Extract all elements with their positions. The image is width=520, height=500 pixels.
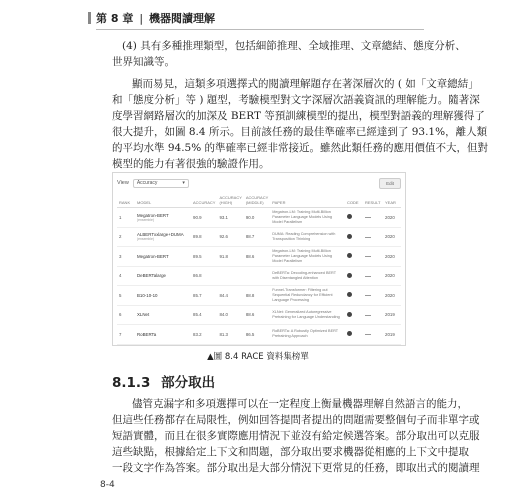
rank-cell-text: 5 (119, 292, 122, 298)
result-cell (363, 266, 383, 286)
paragraph-line: 但這些任務都存在局限性，例如回答提問者提出的問題需要整個句子而非單字或 (112, 414, 480, 426)
accuracy-cell (191, 247, 217, 267)
accuracy-cell (191, 208, 217, 228)
rank-cell (117, 247, 135, 267)
result-cell (363, 247, 383, 267)
accuracy-high-cell-text: 92.6 (219, 234, 228, 240)
paper-cell[interactable] (270, 208, 345, 228)
accuracy-middle-cell (244, 305, 270, 325)
github-icon[interactable] (347, 292, 352, 297)
rank-cell-text: 2 (119, 234, 122, 240)
accuracy-middle-cell (244, 227, 270, 247)
accuracy-cell (191, 305, 217, 325)
paragraph-line: 的平均水準 94.5% 的準確率已經非常接近。雖然此類任務的應用價值不大，但對 (112, 142, 489, 154)
year-cell-text: 2019 (385, 331, 395, 337)
header-decoration (88, 12, 91, 24)
leaderboard-figure (112, 172, 406, 346)
result-cell (363, 286, 383, 306)
year-cell (383, 305, 401, 325)
chapter-number: 第 8 章 (96, 12, 134, 25)
accuracy-middle-cell-text: 90.0 (245, 214, 255, 220)
accuracy-high-cell-text: 93.1 (219, 214, 228, 220)
paragraph-2 (112, 76, 489, 172)
paper-cell[interactable] (270, 305, 345, 325)
year-cell-text: 2020 (385, 273, 395, 279)
col-paper: PAPER (270, 193, 345, 208)
accuracy-middle-cell (244, 247, 270, 267)
paper-cell[interactable] (270, 325, 345, 345)
paper-cell[interactable] (270, 286, 345, 306)
accuracy-cell-text: 86.8 (193, 273, 202, 279)
col-accuracy-middle[interactable]: ACCURACY (MIDDLE) (244, 193, 270, 208)
paragraph-line: 一段文字作為答案。部分取出是大部分情況下更常見的任務，即取出式的閱讀理 (112, 462, 480, 474)
model-subtitle: (ensemble) (137, 217, 154, 222)
paragraph-line: 模型的能力有著很強的驗證作用。 (112, 158, 270, 170)
rank-cell (117, 266, 135, 286)
section-heading (112, 371, 215, 391)
rank-cell-text: 7 (119, 331, 122, 337)
dash-icon (365, 295, 371, 296)
table-row (117, 208, 401, 228)
rank-cell (117, 325, 135, 345)
accuracy-cell (191, 286, 217, 306)
model-cell-text: XLNet (137, 312, 150, 318)
rank-cell (117, 208, 135, 228)
github-icon[interactable] (347, 331, 352, 336)
accuracy-high-cell (217, 227, 243, 247)
paragraph-line: 世界知識等。 (112, 56, 175, 68)
accuracy-high-cell-text: 84.4 (219, 292, 228, 298)
section-number: 8.1.3 (112, 375, 151, 391)
code-cell[interactable] (345, 286, 363, 306)
accuracy-cell-text: 83.2 (193, 331, 202, 337)
model-cell[interactable] (135, 286, 191, 306)
table-header-row (117, 193, 401, 208)
rank-cell (117, 227, 135, 247)
paper-cell-text: RoBERTa: A Robustly Optimized BERT Pretraining Approach (272, 329, 339, 339)
col-result: RESULT (363, 193, 383, 208)
accuracy-high-cell (217, 266, 243, 286)
accuracy-cell-text: 89.8 (193, 234, 202, 240)
year-cell (383, 247, 401, 267)
col-accuracy-high[interactable]: ACCURACY (HIGH) (217, 193, 243, 208)
accuracy-middle-cell (244, 266, 270, 286)
model-cell[interactable] (135, 305, 191, 325)
accuracy-high-cell (217, 286, 243, 306)
accuracy-high-cell (217, 247, 243, 267)
paragraph-line: 這些缺點，根據給定上下文和問題，部分取出要求機器從相應的上下文中提取 (112, 446, 469, 458)
rank-cell-text: 6 (119, 312, 122, 318)
edit-button-label: Edit (386, 180, 394, 186)
github-icon[interactable] (347, 312, 352, 317)
paragraph-line: 度學習網路層次的加深及 BERT 等預訓練模型的提出，模型對語義的理解獲得了 (112, 110, 485, 122)
view-select[interactable] (133, 179, 189, 188)
paragraph-3 (112, 396, 480, 476)
result-cell (363, 305, 383, 325)
view-select-value: Accuracy (136, 180, 158, 186)
accuracy-cell-text: 89.5 (193, 253, 202, 259)
dash-icon (365, 276, 371, 277)
year-cell-text: 2020 (385, 253, 395, 259)
paper-cell[interactable] (270, 266, 345, 286)
model-cell-text: Megatron-BERT (137, 212, 169, 218)
code-cell[interactable] (345, 266, 363, 286)
paragraph-line: 儘管克漏字和多項選擇可以在一定程度上衡量機器理解自然語言的能力， (132, 398, 468, 410)
accuracy-middle-cell-text: 88.6 (245, 253, 255, 259)
accuracy-high-cell-text: 91.8 (219, 253, 228, 259)
paragraph-line: 顯而易見，這類多項選擇式的閱讀理解題存在著深層次的 ( 如「文章總結」 (132, 78, 479, 90)
accuracy-cell (191, 266, 217, 286)
year-cell-text: 2020 (385, 292, 395, 298)
paper-cell[interactable] (270, 247, 345, 267)
year-cell (383, 266, 401, 286)
code-cell[interactable] (345, 208, 363, 228)
header-rule (96, 29, 424, 30)
table-row (117, 247, 401, 267)
code-cell[interactable] (345, 325, 363, 345)
header-separator: | (139, 11, 144, 25)
model-cell[interactable] (135, 208, 191, 228)
rank-cell-text: 4 (119, 273, 122, 279)
paper-cell-text: Funnel-Transformer: Filtering out Sequential Redundancy for Efficient Language Processing (272, 287, 333, 302)
section-title: 部分取出 (161, 375, 216, 391)
code-cell[interactable] (345, 247, 363, 267)
paper-cell-text: DUMA: Reading Comprehension with Transposition Thinking (272, 231, 336, 241)
github-icon[interactable] (347, 253, 352, 258)
accuracy-high-cell-text: 84.0 (219, 312, 228, 318)
result-cell (363, 227, 383, 247)
col-year: YEAR (383, 193, 401, 208)
dash-icon (365, 256, 371, 257)
github-icon[interactable] (347, 234, 352, 239)
year-cell (383, 227, 401, 247)
edit-button[interactable] (379, 178, 401, 189)
chapter-title: 機器閱讀理解 (149, 12, 216, 25)
accuracy-high-cell-text: 81.3 (219, 331, 228, 337)
model-cell[interactable] (135, 266, 191, 286)
paper-cell[interactable] (270, 227, 345, 247)
page-number: 8-4 (100, 480, 115, 490)
year-cell-text: 2020 (385, 234, 395, 240)
rank-cell-text: 1 (119, 214, 122, 220)
dash-icon (365, 237, 371, 238)
table-row (117, 305, 401, 325)
dash-icon (365, 315, 371, 316)
paper-cell-text: Megatron-LM: Training Multi-Billion Parameter Language Models Using Model Parallelism (272, 248, 332, 263)
year-cell (383, 325, 401, 345)
table-row (117, 266, 401, 286)
year-cell-text: 2020 (385, 214, 395, 220)
model-cell-text: Megatron-BERT (137, 253, 169, 259)
accuracy-middle-cell-text: 86.5 (245, 331, 255, 337)
paragraph-line: 和「態度分析」等 ) 題型，考驗模型對文字深層次語義資訊的理解能力。隨著深 (112, 94, 480, 106)
paper-cell-text: DeBERTa: Decoding-enhanced BERT with Disentangled Attention (272, 270, 336, 280)
model-cell-text: B10-10-10 (137, 292, 158, 298)
rank-cell-text: 3 (119, 253, 122, 259)
col-code: CODE (345, 193, 363, 208)
paper-cell-text: Megatron-LM: Training Multi-Billion Parameter Language Models Using Model Parallelism (272, 209, 332, 224)
github-icon[interactable] (347, 273, 352, 278)
model-cell[interactable] (135, 325, 191, 345)
accuracy-cell-text: 85.4 (193, 312, 202, 318)
accuracy-cell-text: 90.9 (193, 214, 202, 220)
accuracy-middle-cell (244, 325, 270, 345)
col-accuracy[interactable]: ACCURACY (191, 193, 217, 208)
col-model: MODEL (135, 193, 191, 208)
model-cell-text: DeBERTalarge (137, 273, 166, 279)
accuracy-cell (191, 325, 217, 345)
model-cell[interactable] (135, 227, 191, 247)
col-rank: RANK (117, 193, 135, 208)
paragraph-line: 很大提升，如圖 8.4 所示。目前該任務的最佳準確率已經達到了 93.1%，離人類 (112, 126, 488, 138)
accuracy-middle-cell-text: 88.6 (245, 312, 255, 318)
model-cell[interactable] (135, 247, 191, 267)
accuracy-middle-cell (244, 208, 270, 228)
dash-icon (365, 217, 371, 218)
table-row (117, 286, 401, 306)
view-label: View (117, 180, 129, 186)
paper-cell-text: XLNet: Generalized Autoregressive Pretraining for Language Understanding (272, 309, 340, 319)
table-row (117, 227, 401, 247)
table-row (117, 325, 401, 345)
code-cell[interactable] (345, 227, 363, 247)
model-cell-text: RoBERTa (137, 331, 157, 337)
year-cell (383, 286, 401, 306)
leaderboard-table (117, 193, 401, 345)
chevron-down-icon: ▾ (182, 180, 185, 186)
leaderboard-toolbar (117, 177, 401, 189)
paragraph-line: 短語實體，而且在很多實際應用情況下並沒有給定候選答案。部分取出可以克服 (112, 430, 480, 442)
figure-caption: ▲圖 8.4 RACE 資料集榜單 (207, 352, 309, 362)
github-icon[interactable] (347, 214, 352, 219)
code-cell[interactable] (345, 305, 363, 325)
accuracy-high-cell (217, 325, 243, 345)
accuracy-middle-cell-text: 88.7 (245, 234, 255, 240)
year-cell (383, 208, 401, 228)
paragraph-line: (4) 具有多種推理類型，包括細節推理、全域推理、文章總結、態度分析、 (122, 40, 466, 52)
accuracy-high-cell (217, 305, 243, 325)
accuracy-cell-text: 85.7 (193, 292, 202, 298)
year-cell-text: 2019 (385, 312, 395, 318)
model-subtitle: (ensemble) (137, 237, 154, 242)
accuracy-high-cell (217, 208, 243, 228)
result-cell (363, 325, 383, 345)
accuracy-middle-cell-text: 88.8 (245, 292, 255, 298)
model-cell-text: ALBERTxxlarge+DUMA (137, 232, 184, 238)
result-cell (363, 208, 383, 228)
paragraph-1 (112, 38, 466, 70)
rank-cell (117, 286, 135, 306)
dash-icon (365, 334, 371, 335)
rank-cell (117, 305, 135, 325)
accuracy-middle-cell (244, 286, 270, 306)
accuracy-cell (191, 227, 217, 247)
running-header (96, 8, 424, 28)
